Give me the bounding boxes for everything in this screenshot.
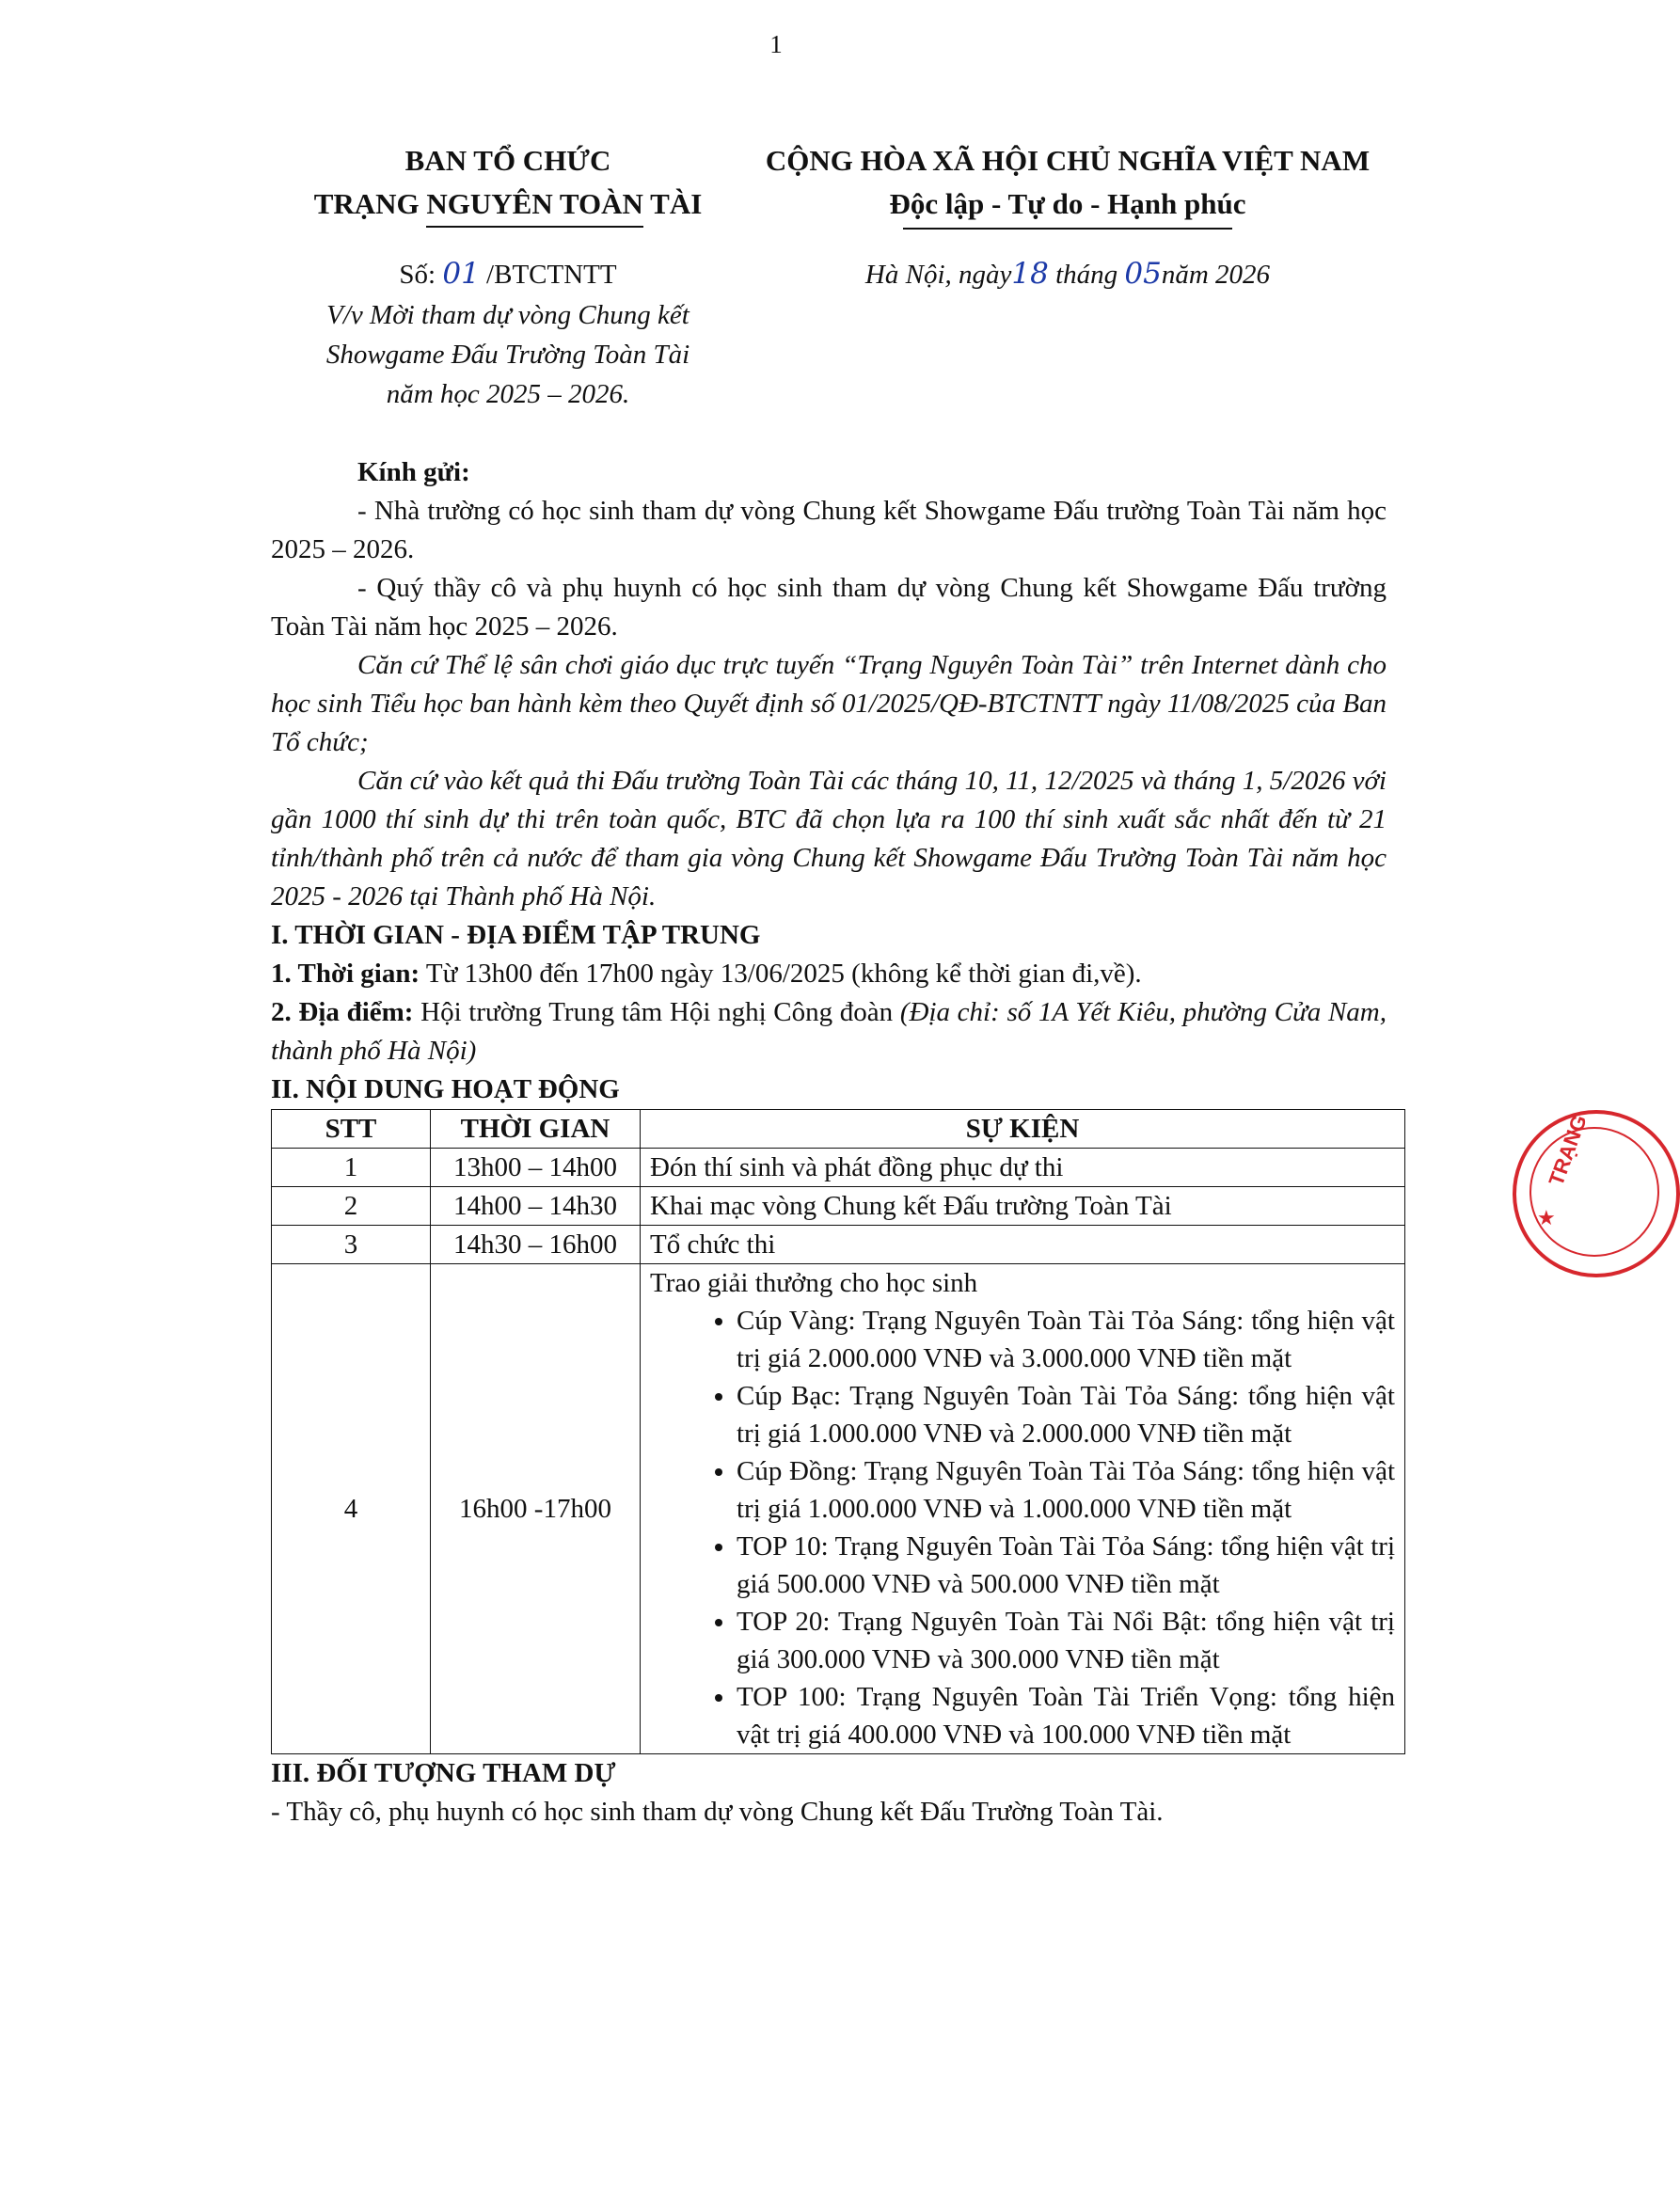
cell-time: 13h00 – 14h00 bbox=[431, 1149, 641, 1187]
document-subject bbox=[263, 295, 753, 414]
document-date: Hà Nội, ngày18 tháng 05năm 2026 bbox=[864, 257, 1271, 291]
time-line: 1. Thời gian: Từ 13h00 đến 17h00 ngày 13/06/2025 (không kể thời gian đi,về). bbox=[271, 959, 1142, 989]
table-row bbox=[272, 1149, 1405, 1187]
awards-intro: Trao giải thưởng cho học sinh bbox=[650, 1268, 978, 1298]
cell-stt: 3 bbox=[272, 1226, 431, 1264]
organizer-underlined-text: NGUYÊN TOÀN bbox=[426, 182, 643, 228]
participants-line: - Thầy cô, phụ huynh có học sinh tham dự vòng Chung kết Đấu Trường Toàn Tài. bbox=[271, 1797, 1164, 1827]
salutation: Kính gửi: bbox=[357, 457, 470, 487]
subject-line: năm học 2025 – 2026. bbox=[386, 379, 630, 409]
award-item: • Cúp Vàng: Trạng Nguyên Toàn Tài Tỏa Sáng: tổng hiện vật trị giá 2.000.000 VNĐ và 3.000.000 VNĐ tiền mặt bbox=[737, 1302, 1395, 1377]
national-header bbox=[738, 139, 1397, 230]
seal-inner-ring bbox=[1529, 1127, 1659, 1257]
cell-time: 14h00 – 14h30 bbox=[431, 1187, 641, 1226]
page-number: 1 bbox=[769, 30, 783, 58]
handwritten-number: 01 bbox=[442, 257, 480, 291]
cell-awards bbox=[641, 1264, 1405, 1754]
document-number: Số: 01 /BTCTNTT bbox=[399, 257, 617, 291]
recipient-item: - Quý thầy cô và phụ huynh có học sinh tham dự vòng Chung kết Showgame Đấu trường Toàn Tài năm học 2025 – 2026. bbox=[271, 573, 1387, 642]
cell-stt: 1 bbox=[272, 1149, 431, 1187]
award-item: • TOP 100: Trạng Nguyên Toàn Tài Triển Vọng: tổng hiện vật trị giá 400.000 VNĐ và 100.000 VNĐ tiền mặt bbox=[737, 1678, 1395, 1753]
column-header-time: THỜI GIAN bbox=[431, 1110, 641, 1149]
table-header-row bbox=[272, 1110, 1405, 1149]
cell-stt: 2 bbox=[272, 1187, 431, 1226]
award-item: • Cúp Bạc: Trạng Nguyên Toàn Tài Tỏa Sáng: tổng hiện vật trị giá 1.000.000 VNĐ và 2.000.000 VNĐ tiền mặt bbox=[737, 1377, 1395, 1452]
red-seal-stamp bbox=[1513, 1110, 1680, 1277]
award-item: • Cúp Đồng: Trạng Nguyên Toàn Tài Tỏa Sáng: tổng hiện vật trị giá 1.000.000 VNĐ và 1.000.000 VNĐ tiền mặt bbox=[737, 1452, 1395, 1528]
cell-time: 14h30 – 16h00 bbox=[431, 1226, 641, 1264]
cell-event: Khai mạc vòng Chung kết Đấu trường Toàn Tài bbox=[641, 1187, 1405, 1226]
subject-line: Showgame Đấu Trường Toàn Tài bbox=[325, 340, 690, 370]
motto-underline bbox=[903, 228, 1232, 230]
seal-star-icon: ★ bbox=[1537, 1206, 1556, 1229]
organizer-header bbox=[263, 139, 753, 228]
handwritten-day: 18 bbox=[1011, 257, 1049, 291]
cell-event: Tổ chức thi bbox=[641, 1226, 1405, 1264]
document-body bbox=[271, 453, 1395, 1831]
section-3-title: III. ĐỐI TƯỢNG THAM DỰ bbox=[271, 1758, 616, 1788]
seal-text: TRẠNG bbox=[1544, 1111, 1592, 1189]
cell-time: 16h00 -17h00 bbox=[431, 1264, 641, 1754]
table-row bbox=[272, 1187, 1405, 1226]
organizer-line-2: TRẠNG NGUYÊN TOÀN TÀI bbox=[263, 182, 753, 228]
award-item: • TOP 20: Trạng Nguyên Toàn Tài Nổi Bật: tổng hiện vật trị giá 300.000 VNĐ và 300.000 VNĐ tiền mặt bbox=[737, 1603, 1395, 1678]
recipient-item: - Nhà trường có học sinh tham dự vòng Chung kết Showgame Đấu trường Toàn Tài năm học 2025 – 2026. bbox=[271, 496, 1387, 564]
table-row-awards bbox=[272, 1264, 1405, 1754]
handwritten-month: 05 bbox=[1124, 257, 1162, 291]
column-header-stt: STT bbox=[272, 1110, 431, 1149]
award-item: • TOP 10: Trạng Nguyên Toàn Tài Tỏa Sáng: tổng hiện vật trị giá 500.000 VNĐ và 500.000 VNĐ tiền mặt bbox=[737, 1528, 1395, 1603]
schedule-table bbox=[271, 1109, 1405, 1754]
section-1-title: I. THỜI GIAN - ĐỊA ĐIỂM TẬP TRUNG bbox=[271, 920, 761, 950]
national-motto: Độc lập - Tự do - Hạnh phúc bbox=[889, 187, 1246, 220]
place-line: 2. Địa điểm: Hội trường Trung tâm Hội nghị Công đoàn (Địa chỉ: số 1A Yết Kiêu, phường Cửa Nam, thành phố Hà Nội) bbox=[271, 997, 1387, 1066]
cell-event: Đón thí sinh và phát đồng phục dự thi bbox=[641, 1149, 1405, 1187]
legal-basis: Căn cứ vào kết quả thi Đấu trường Toàn Tài các tháng 10, 11, 12/2025 và tháng 1, 5/2026 với gần 1000 thí sinh dự thi trên toàn quốc, BTC đã chọn lựa ra 100 thí sinh xuất sắc nhất đến từ 21 tỉnh/thành phố trên cả nước để tham gia vòng Chung kết Showgame Đấu Trường Toàn Tài năm học 2025 - 2026 tại Thành phố Hà Nội. bbox=[271, 766, 1387, 912]
national-title: CỘNG HÒA XÃ HỘI CHỦ NGHĨA VIỆT NAM bbox=[765, 144, 1371, 177]
cell-stt: 4 bbox=[272, 1264, 431, 1754]
column-header-event: SỰ KIỆN bbox=[641, 1110, 1405, 1149]
legal-basis: Căn cứ Thể lệ sân chơi giáo dục trực tuyến “Trạng Nguyên Toàn Tài” trên Internet dành cho học sinh Tiểu học ban hành kèm theo Quyết định số 01/2025/QĐ-BTCTNTT ngày 11/08/2025 của Ban Tổ chức; bbox=[271, 650, 1387, 757]
organizer-line-1: BAN TỔ CHỨC bbox=[404, 144, 611, 177]
awards-list bbox=[650, 1302, 1395, 1753]
table-row bbox=[272, 1226, 1405, 1264]
section-2-title: II. NỘI DUNG HOẠT ĐỘNG bbox=[271, 1074, 620, 1104]
subject-line: V/v Mời tham dự vòng Chung kết bbox=[326, 300, 689, 330]
